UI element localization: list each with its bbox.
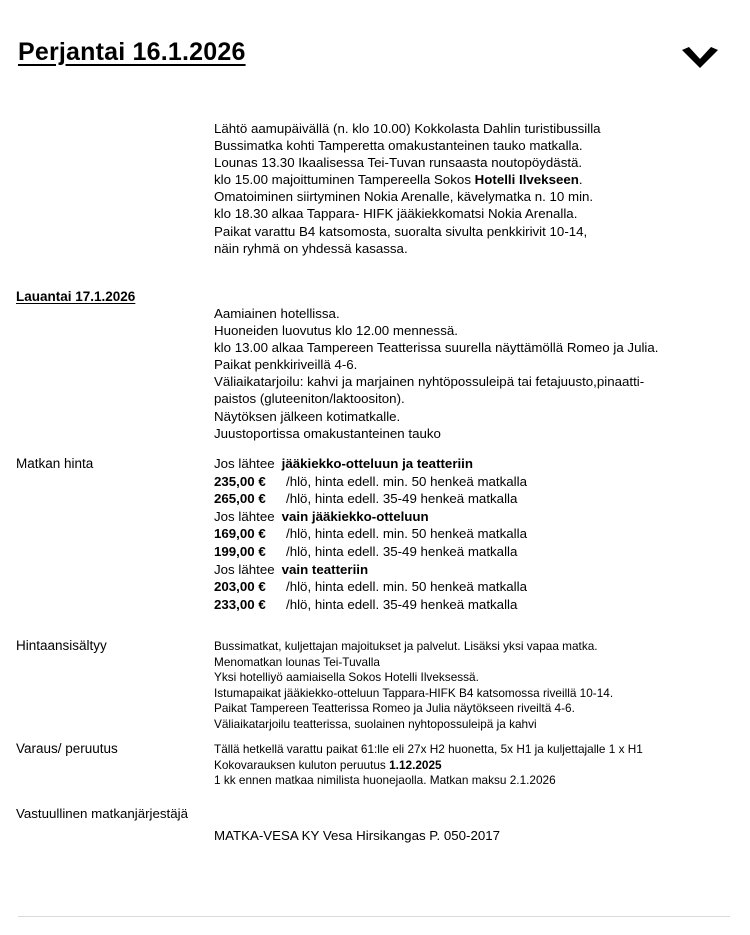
includes-label: Hintaansisältyy: [16, 638, 107, 653]
booking-line-3: 1 kk ennen matkaa nimilista huonejaolla. Matkan maksu 2.1.2026: [214, 773, 556, 788]
price-desc: /hlö, hinta edell. 35-49 henkeä matkalla: [286, 543, 518, 559]
page-title: Perjantai 16.1.2026: [18, 38, 246, 66]
saturday-line-6: paistos (gluteeniton/laktoositon).: [214, 391, 405, 407]
price-row: [214, 473, 739, 491]
saturday-line-5: Väliaikatarjoilu: kahvi ja marjainen nyhtöpossuleipä tai fetajuusto,pinaatti-: [214, 374, 645, 390]
price-amount: 233,00 €: [214, 596, 266, 612]
saturday-line-8: Juustoportissa omakustanteinen tauko: [214, 425, 441, 441]
booking-cancel-prefix: Kokovarauksen kuluton peruutus: [214, 757, 390, 772]
price-row: [214, 525, 739, 543]
chevron-down-icon[interactable]: [678, 44, 722, 72]
organiser-title: Vastuullinen matkanjärjestäjä: [16, 806, 188, 821]
organiser-details: MATKA-VESA KY Vesa Hirsikangas P. 050-2017: [214, 828, 501, 843]
booking-body: [214, 742, 739, 789]
price-desc: /hlö, hinta edell. min. 50 henkeä matkalla: [286, 526, 527, 542]
includes-line-4: Istumapaikat jääkiekko-otteluun Tappara-HIFK B4 katsomossa riveillä 10-14.: [214, 685, 614, 700]
includes-line-1: Bussimatkat, kuljettajan majoitukset ja palvelut. Lisäksi yksi vapaa matka.: [214, 639, 598, 653]
includes-line-3: Yksi hotelliyö aamiaisella Sokos Hotelli Ilveksessä.: [214, 670, 479, 685]
price-desc: /hlö, hinta edell. min. 50 henkeä matkalla: [286, 473, 527, 489]
price-amount: 235,00 €: [214, 473, 266, 489]
price-amount: 199,00 €: [214, 543, 266, 559]
price-group-2-topic: vain jääkiekko-otteluun: [281, 508, 429, 524]
saturday-line-7: Näytöksen jälkeen kotimatkalle.: [214, 408, 401, 424]
includes-line-2: Menomatkan lounas Tei-Tuvalla: [214, 654, 380, 669]
price-amount: 203,00 €: [214, 579, 266, 595]
includes-body: [214, 639, 739, 733]
friday-line-5: klo 18.30 alkaa Tappara- HIFK jääkiekkomatsi Nokia Arenalla.: [214, 206, 578, 222]
friday-hotel-name: Hotelli Ilvekseen: [474, 172, 579, 188]
bottom-divider: [18, 916, 730, 917]
price-row: [214, 490, 739, 508]
booking-label: Varaus/ peruutus: [16, 741, 118, 756]
price-group-3-topic: vain teatteriin: [281, 561, 369, 577]
price-body: [214, 455, 739, 613]
saturday-body: [214, 305, 739, 442]
saturday-line-4: Paikat penkkiriveillä 4-6.: [214, 357, 358, 373]
saturday-line-1: Aamiainen hotellissa.: [214, 306, 340, 321]
price-group-2-lead: Jos lähtee: [214, 508, 275, 524]
friday-line-7: näin ryhmä on yhdessä kasassa.: [214, 240, 408, 256]
price-row: [214, 578, 739, 596]
booking-line-2: [214, 758, 739, 774]
includes-line-5: Paikat Tampereen Teatterissa Romeo ja Julia näytökseen riveiltä 4-6.: [214, 701, 575, 716]
friday-line-3: Lounas 13.30 Ikaalisessa Tei-Tuvan runsaasta noutopöydästä.: [214, 155, 583, 171]
friday-hotel-line: [214, 171, 739, 188]
price-group-3-intro: [214, 561, 739, 579]
price-group-1-lead: Jos lähtee: [214, 456, 275, 471]
price-row: [214, 543, 739, 561]
price-amount: 265,00 €: [214, 491, 266, 507]
price-desc: /hlö, hinta edell. min. 50 henkeä matkalla: [286, 579, 527, 595]
saturday-label: Lauantai 17.1.2026: [16, 289, 136, 304]
friday-hotel-prefix: klo 15.00 majoittuminen Tampereella Sokos: [214, 172, 475, 188]
friday-hotel-suffix: .: [578, 172, 583, 188]
saturday-line-3: klo 13.00 alkaa Tampereen Teatterissa suurella näyttämöllä Romeo ja Julia.: [214, 340, 659, 356]
price-amount: 169,00 €: [214, 526, 266, 542]
friday-body: [214, 120, 739, 257]
includes-line-6: Väliaikatarjoilu teatterissa, suolainen nyhtopossuleipä ja kahvi: [214, 716, 537, 731]
price-group-1-intro: [214, 455, 739, 473]
price-label: Matkan hinta: [16, 456, 94, 471]
friday-line-2: Bussimatka kohti Tamperetta omakustanteinen tauko matkalla.: [214, 138, 583, 154]
price-group-3-lead: Jos lähtee: [214, 561, 275, 577]
saturday-line-2: Huoneiden luovutus klo 12.00 mennessä.: [214, 323, 458, 339]
booking-line-1: Tällä hetkellä varattu paikat 61:lle eli 27x H2 huonetta, 5x H1 ja kuljettajalle 1 x H1: [214, 742, 643, 756]
price-group-1-topic: jääkiekko-otteluun ja teatteriin: [281, 456, 474, 471]
booking-cancel-date: 1.12.2025: [389, 757, 442, 772]
friday-line-1: Lähtö aamupäivällä (n. klo 10.00) Kokkolasta Dahlin turistibussilla: [214, 121, 601, 136]
price-row: [214, 596, 739, 614]
price-group-2-intro: [214, 508, 739, 526]
price-desc: /hlö, hinta edell. 35-49 henkeä matkalla: [286, 491, 518, 507]
price-desc: /hlö, hinta edell. 35-49 henkeä matkalla: [286, 596, 518, 612]
document-header: [0, 38, 750, 78]
friday-line-4: Omatoiminen siirtyminen Nokia Arenalle, kävelymatka n. 10 min.: [214, 189, 594, 205]
friday-line-6: Paikat varattu B4 katsomosta, suoralta sivulta penkkirivit 10-14,: [214, 223, 588, 239]
